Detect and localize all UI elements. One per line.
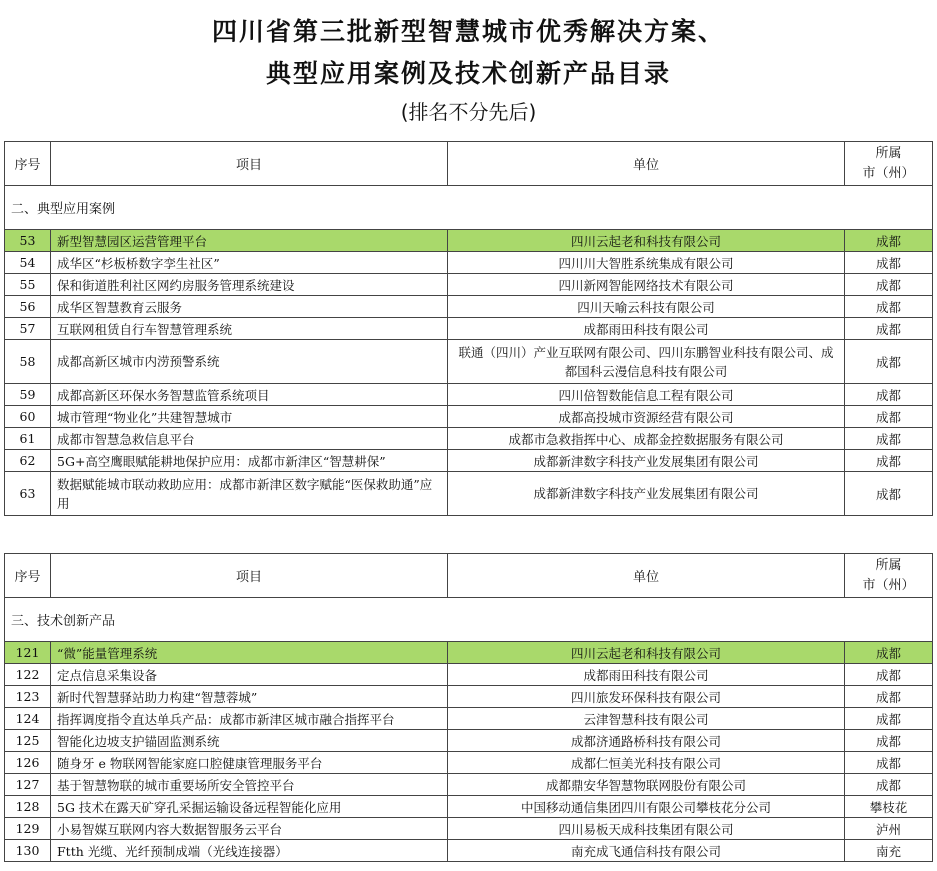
row-unit: 四川天喻云科技有限公司 <box>448 296 845 318</box>
row-number: 125 <box>5 730 51 752</box>
row-project: 智能化边坡支护锚固监测系统 <box>51 730 448 752</box>
page-gap <box>0 519 937 553</box>
table-row <box>5 686 933 708</box>
table-row <box>5 252 933 274</box>
row-unit: 联通（四川）产业互联网有限公司、四川东鹏智业科技有限公司、成都国科云漫信息科技有限公司 <box>448 340 845 384</box>
header-project: 项目 <box>51 554 448 598</box>
row-unit: 四川旅发环保科技有限公司 <box>448 686 845 708</box>
row-number: 53 <box>5 230 51 252</box>
header-project: 项目 <box>51 142 448 186</box>
row-project: Ftth 光缆、光纤预制成端（光线连接器） <box>51 840 448 862</box>
row-city: 攀枝花 <box>845 796 933 818</box>
table-header-row <box>5 554 933 598</box>
table-row <box>5 406 933 428</box>
row-number: 62 <box>5 450 51 472</box>
row-project: 成华区“杉板桥数字孪生社区” <box>51 252 448 274</box>
row-project: 保和街道胜利社区网约房服务管理系统建设 <box>51 274 448 296</box>
row-project: “微”能量管理系统 <box>51 642 448 664</box>
table-row <box>5 840 933 862</box>
row-number: 55 <box>5 274 51 296</box>
row-project: 指挥调度指令直达单兵产品：成都市新津区城市融合指挥平台 <box>51 708 448 730</box>
table-header-row <box>5 142 933 186</box>
row-project: 成都高新区城市内涝预警系统 <box>51 340 448 384</box>
row-number: 57 <box>5 318 51 340</box>
row-city: 成都 <box>845 664 933 686</box>
row-unit: 四川云起老和科技有限公司 <box>448 230 845 252</box>
section-row <box>5 598 933 642</box>
table-row <box>5 818 933 840</box>
section-title: 二、典型应用案例 <box>5 186 933 230</box>
section-title: 三、技术创新产品 <box>5 598 933 642</box>
header-no: 序号 <box>5 142 51 186</box>
row-number: 127 <box>5 774 51 796</box>
row-city: 成都 <box>845 384 933 406</box>
row-unit: 成都高投城市资源经营有限公司 <box>448 406 845 428</box>
row-number: 129 <box>5 818 51 840</box>
row-city: 成都 <box>845 708 933 730</box>
row-city: 成都 <box>845 472 933 516</box>
header-city-line2: 市（州） <box>862 165 915 181</box>
row-number: 123 <box>5 686 51 708</box>
table-row <box>5 796 933 818</box>
row-city: 成都 <box>845 274 933 296</box>
row-city: 南充 <box>845 840 933 862</box>
row-project: 成都市智慧急救信息平台 <box>51 428 448 450</box>
row-project: 基于智慧物联的城市重要场所安全管控平台 <box>51 774 448 796</box>
row-unit: 四川云起老和科技有限公司 <box>448 642 845 664</box>
row-unit: 四川川大智胜系统集成有限公司 <box>448 252 845 274</box>
row-number: 126 <box>5 752 51 774</box>
header-no: 序号 <box>5 554 51 598</box>
tech-products-body <box>5 642 933 862</box>
row-city: 成都 <box>845 730 933 752</box>
row-city: 成都 <box>845 318 933 340</box>
header-unit: 单位 <box>448 554 845 598</box>
row-project: 随身牙 e 物联网智能家庭口腔健康管理服务平台 <box>51 752 448 774</box>
row-unit: 成都新津数字科技产业发展集团有限公司 <box>448 450 845 472</box>
header-city-line2: 市（州） <box>862 577 915 593</box>
table-row <box>5 472 933 516</box>
row-number: 124 <box>5 708 51 730</box>
table-row <box>5 340 933 384</box>
row-city: 成都 <box>845 296 933 318</box>
table-row <box>5 318 933 340</box>
row-project: 小易智媒互联网内容大数据智服务云平台 <box>51 818 448 840</box>
table-row <box>5 708 933 730</box>
row-unit: 成都雨田科技有限公司 <box>448 318 845 340</box>
row-number: 121 <box>5 642 51 664</box>
table-row <box>5 274 933 296</box>
row-unit: 四川易板天成科技集团有限公司 <box>448 818 845 840</box>
row-project: 定点信息采集设备 <box>51 664 448 686</box>
row-number: 58 <box>5 340 51 384</box>
document-subtitle: (排名不分先后) <box>400 100 537 124</box>
table-row <box>5 450 933 472</box>
row-number: 54 <box>5 252 51 274</box>
table-row <box>5 296 933 318</box>
table-row <box>5 428 933 450</box>
table-row <box>5 230 933 252</box>
row-unit: 中国移动通信集团四川有限公司攀枝花分公司 <box>448 796 845 818</box>
table-row <box>5 730 933 752</box>
row-city: 成都 <box>845 450 933 472</box>
row-city: 泸州 <box>845 818 933 840</box>
row-number: 122 <box>5 664 51 686</box>
row-project: 成都高新区环保水务智慧监管系统项目 <box>51 384 448 406</box>
typical-cases-body <box>5 230 933 516</box>
typical-cases-table <box>4 141 933 516</box>
row-number: 128 <box>5 796 51 818</box>
table-row <box>5 664 933 686</box>
row-city: 成都 <box>845 230 933 252</box>
row-number: 130 <box>5 840 51 862</box>
tech-products-table <box>4 553 933 862</box>
document-title-line1: 四川省第三批新型智慧城市优秀解决方案、 <box>211 17 725 46</box>
header-city-line1: 所属 <box>875 557 902 573</box>
header-city-line1: 所属 <box>875 145 902 161</box>
row-unit: 云津智慧科技有限公司 <box>448 708 845 730</box>
row-unit: 成都雨田科技有限公司 <box>448 664 845 686</box>
row-project: 新时代智慧驿站助力构建“智慧蓉城” <box>51 686 448 708</box>
row-project: 新型智慧园区运营管理平台 <box>51 230 448 252</box>
row-city: 成都 <box>845 642 933 664</box>
row-unit: 成都济通路桥科技有限公司 <box>448 730 845 752</box>
row-number: 59 <box>5 384 51 406</box>
row-unit: 四川新网智能网络技术有限公司 <box>448 274 845 296</box>
table-row <box>5 774 933 796</box>
row-project: 互联网租赁自行车智慧管理系统 <box>51 318 448 340</box>
row-project: 5G 技术在露天矿穿孔采掘运输设备远程智能化应用 <box>51 796 448 818</box>
row-city: 成都 <box>845 252 933 274</box>
row-unit: 成都仁恒美光科技有限公司 <box>448 752 845 774</box>
row-project: 5G+高空鹰眼赋能耕地保护应用：成都市新津区“智慧耕保” <box>51 450 448 472</box>
row-number: 56 <box>5 296 51 318</box>
row-unit: 成都市急救指挥中心、成都金控数据服务有限公司 <box>448 428 845 450</box>
table-row <box>5 642 933 664</box>
row-city: 成都 <box>845 340 933 384</box>
row-number: 60 <box>5 406 51 428</box>
table-row <box>5 384 933 406</box>
row-city: 成都 <box>845 428 933 450</box>
document-title-line2: 典型应用案例及技术创新产品目录 <box>265 59 671 88</box>
row-project: 数据赋能城市联动救助应用：成都市新津区数字赋能“医保救助通”应用 <box>51 472 448 516</box>
header-city <box>845 554 933 598</box>
row-project: 城市管理“物业化”共建智慧城市 <box>51 406 448 428</box>
section-row <box>5 186 933 230</box>
row-city: 成都 <box>845 686 933 708</box>
row-city: 成都 <box>845 752 933 774</box>
row-number: 61 <box>5 428 51 450</box>
table-row <box>5 752 933 774</box>
header-unit: 单位 <box>448 142 845 186</box>
row-unit: 成都鼎安华智慧物联网股份有限公司 <box>448 774 845 796</box>
row-city: 成都 <box>845 774 933 796</box>
row-project: 成华区智慧教育云服务 <box>51 296 448 318</box>
row-unit: 成都新津数字科技产业发展集团有限公司 <box>448 472 845 516</box>
row-unit: 四川倍智数能信息工程有限公司 <box>448 384 845 406</box>
header-city <box>845 142 933 186</box>
row-number: 63 <box>5 472 51 516</box>
row-unit: 南充成飞通信科技有限公司 <box>448 840 845 862</box>
row-city: 成都 <box>845 406 933 428</box>
